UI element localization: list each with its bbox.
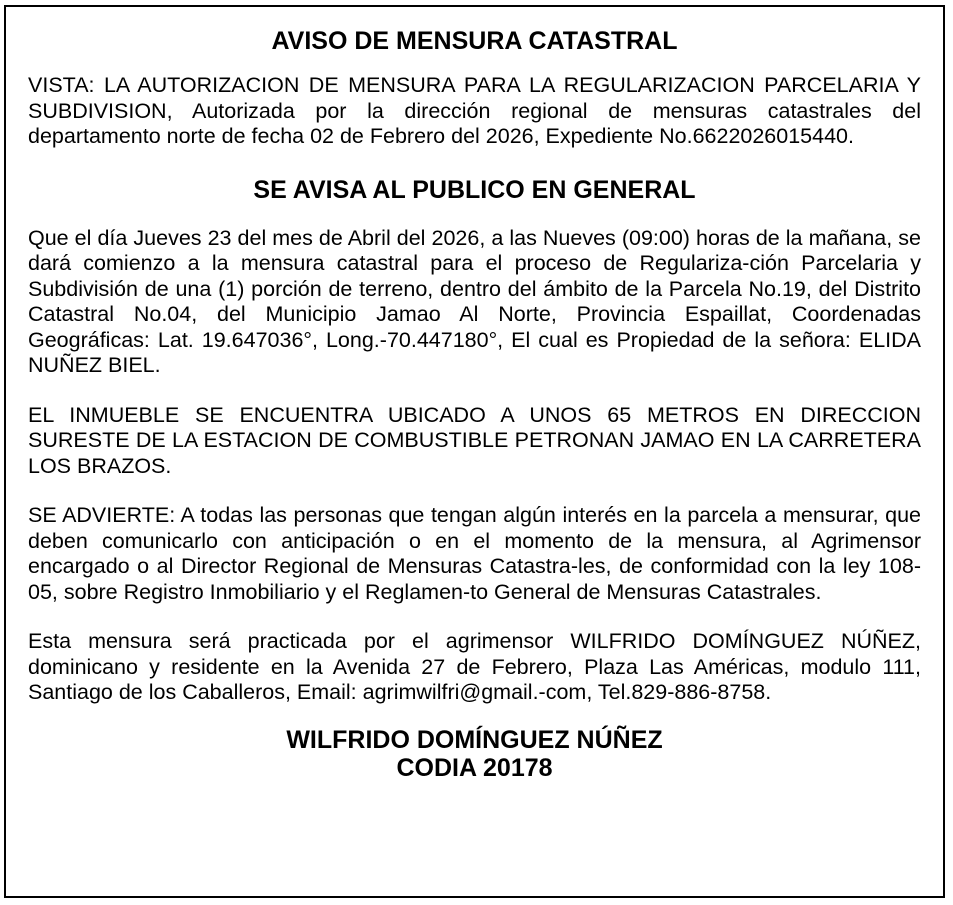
public-notice-heading: SE AVISA AL PUBLICO EN GENERAL xyxy=(253,175,696,204)
authorization-paragraph: VISTA: LA AUTORIZACION DE MENSURA PARA LA REGULARIZACION PARCELARIA Y SUBDIVISION, Autorizada por la dirección regional de mensuras catastrales del departamento norte de fecha 02 de Febrero del 2026, Expediente No.6622026015440. xyxy=(28,73,921,148)
surveyor-paragraph: Esta mensura será practicada por el agrimensor WILFRIDO DOMÍNGUEZ NÚÑEZ, dominicano y residente en la Avenida 27 de Febrero, Plaza Las Américas, modulo 111, Santiago de los Caballeros, Email: agrimwilfri@gmail.-com, Tel.829-886-8758. xyxy=(28,629,921,704)
warning-paragraph: SE ADVIERTE: A todas las personas que tengan algún interés en la parcela a mensurar, que deben comunicarlo con anticipación o en el momento de la mensura, al Agrimensor encargado o al Director Regional de Mensuras Catastra-les, de conformidad con la ley 108-05, sobre Registro Inmobiliario y el Reglamen-to General de Mensuras Catastrales. xyxy=(28,503,921,604)
signature-block xyxy=(28,726,921,782)
announcement-paragraph: Que el día Jueves 23 del mes de Abril del 2026, a las Nueves (09:00) horas de la mañana, se dará comienzo a la mensura catastral para el proceso de Regulariza-ción Parcelaria y Subdivisión de una (1) porción de terreno, dentro del ámbito de la Parcela No.19, del Distrito Catastral No.04, del Municipio Jamao Al Norte, Provincia Espaillat, Coordenadas Geográficas: Lat. 19.647036°, Long.-70.447180°, El cual es Propiedad de la señora: ELIDA NUÑEZ BIEL. xyxy=(28,225,921,377)
location-paragraph: EL INMUEBLE SE ENCUENTRA UBICADO A UNOS 65 METROS EN DIRECCION SURESTE DE LA ESTACION DE COMBUSTIBLE PETRONAN JAMAO EN LA CARRETERA LOS BRAZOS. xyxy=(28,402,921,478)
notice-title: AVISO DE MENSURA CATASTRAL xyxy=(271,27,678,55)
signature-codia: CODIA 20178 xyxy=(396,753,553,782)
survey-notice xyxy=(4,5,945,898)
signature-name: WILFRIDO DOMÍNGUEZ NÚÑEZ xyxy=(286,725,663,754)
